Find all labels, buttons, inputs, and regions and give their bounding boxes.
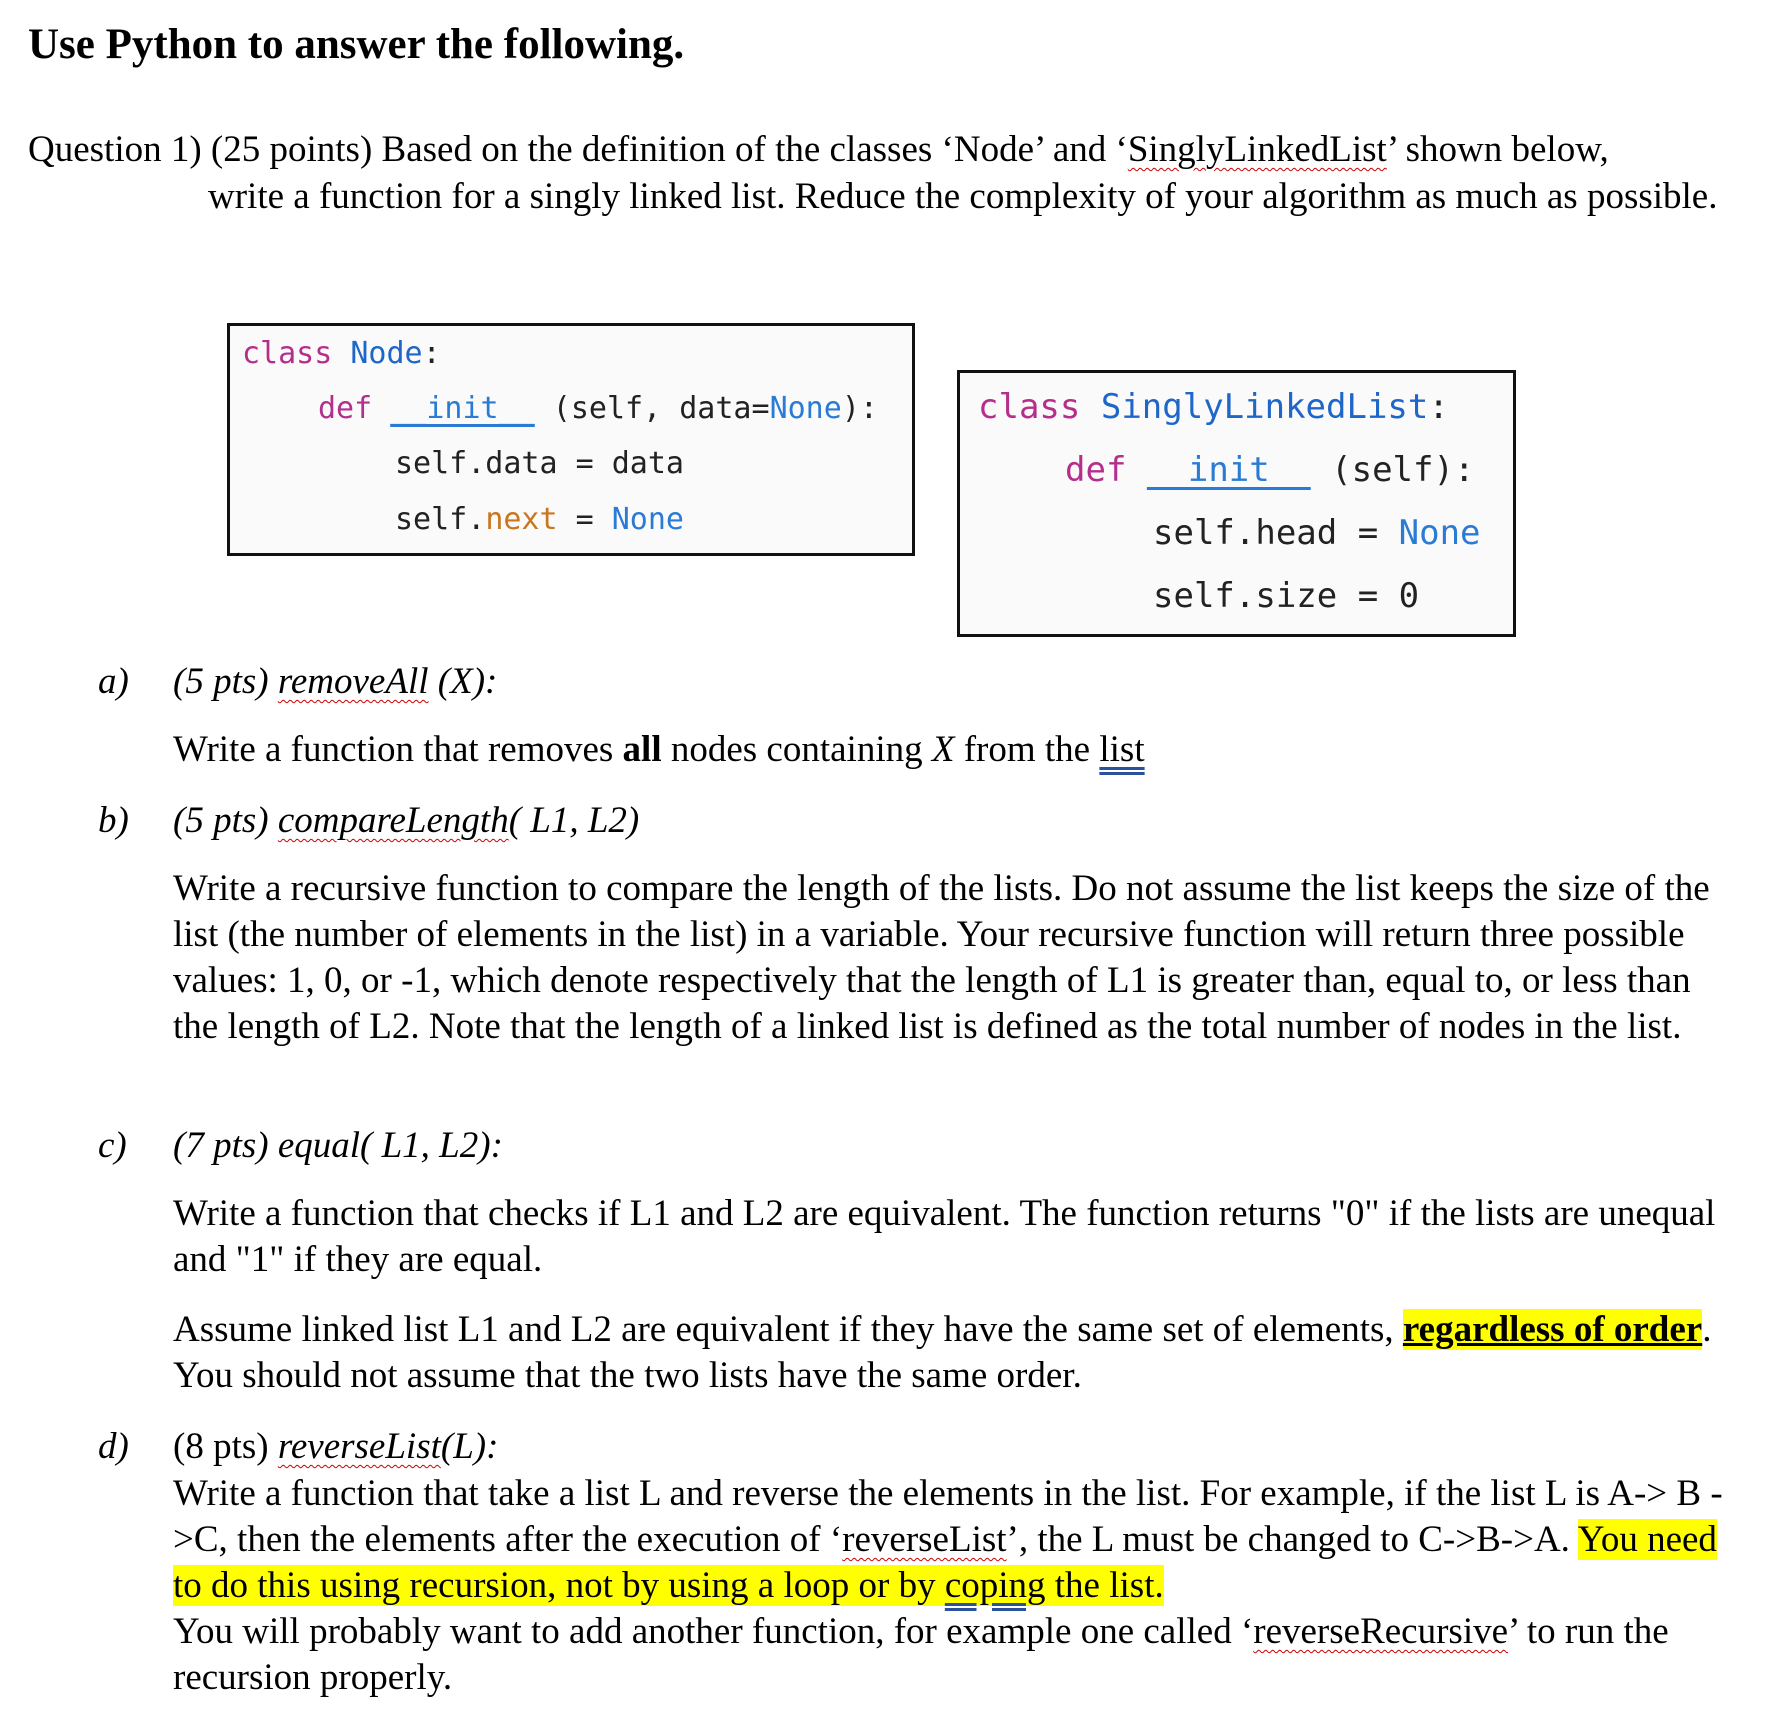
part-c-assumption-text: Assume linked list L1 and L2 are equivalent if they have the same set of elements,: [173, 1309, 1403, 1350]
sll-code-keyword: class: [978, 387, 1081, 427]
node-code-none: None: [611, 502, 684, 537]
node-code-line-2: [318, 391, 878, 426]
question-prefix: Question 1) (25 points) Based on the definition of the classes ‘Node’ and ‘: [28, 129, 1128, 170]
part-b-description: Write a recursive function to compare the length of the lists. Do not assume the list keeps the size of the list (the number of elements in the list) in a variable. Your recursive function will return three possible values: 1, 0, or -1, which denote respectively that the length of L1 is greater than, equal to, or less than the length of L2. Note that the length of a linked list is defined as the total number of nodes in the list.: [173, 868, 1710, 1047]
part-a-desc-text-3: from the: [954, 729, 1100, 770]
part-a-function-name: removeAll: [277, 661, 429, 702]
part-a-points: (5 pts): [173, 661, 278, 702]
node-code-colon: :: [422, 336, 441, 371]
question-rest: write a function for a singly linked list. Reduce the complexity of your algorithm as much as possible.: [208, 176, 1718, 217]
node-code-args-end: ):: [841, 391, 878, 426]
part-a-desc-x: X: [931, 729, 955, 770]
node-code-keyword: class: [242, 336, 333, 371]
sll-code-line-4: self.size = 0: [1153, 576, 1420, 616]
node-class-code: [227, 323, 915, 556]
node-code-line-3: self.data = data: [395, 446, 684, 481]
sll-code-head: self.head =: [1153, 513, 1399, 553]
node-code-args: (self, data=: [534, 391, 770, 426]
part-d-function-name: reverseList: [277, 1426, 441, 1467]
sll-code-line-1: [978, 387, 1449, 427]
part-a-signature: (X):: [428, 661, 498, 702]
part-c-description: Write a function that checks if L1 and L2 are equivalent. The function returns "0" if the lists are unequal and "1" if they are equal.: [173, 1193, 1716, 1280]
part-a-heading: [173, 660, 497, 703]
part-d-desc-text-2: ’, the L must be changed to C->B->A.: [1006, 1519, 1578, 1560]
part-b-function-name: compareLength: [277, 800, 509, 841]
part-d-desc-text-3: You will probably want to add another function, for example one called ‘: [173, 1611, 1254, 1652]
node-code-assign: =: [557, 502, 612, 537]
part-d-signature: (L):: [440, 1426, 499, 1467]
part-c-label: c): [98, 1125, 127, 1166]
part-d-description: [173, 1471, 1743, 1701]
part-d-label: d): [98, 1426, 129, 1467]
part-a-desc-text: Write a function that removes: [173, 729, 623, 770]
node-code-def: def: [318, 391, 373, 426]
part-d-desc-fn2: reverseRecursive: [1253, 1611, 1509, 1652]
sll-class-code: [957, 370, 1516, 637]
part-d-highlight-end: the list.: [1045, 1565, 1164, 1606]
part-b-signature: ( L1, L2): [508, 800, 640, 841]
part-a-description: [173, 727, 1743, 773]
node-code-line-4: [395, 502, 684, 537]
part-b-heading: [173, 799, 639, 842]
part-d-heading: [173, 1425, 498, 1468]
part-d-highlight-word: coping: [944, 1565, 1046, 1606]
sll-code-none: None: [1398, 513, 1481, 553]
sll-code-colon: :: [1428, 387, 1449, 427]
part-c-highlight: regardless of order: [1402, 1309, 1703, 1350]
part-d-desc-text: Write a function that take a list L and reverse the elements in the list. For example, if the list L is A-> B ->C, then the elements after the execution of ‘: [173, 1473, 1723, 1560]
question-after-class: ’ shown below,: [1386, 129, 1609, 170]
question-class-name: SinglyLinkedList: [1127, 129, 1387, 170]
node-code-classname: Node: [350, 336, 423, 371]
node-code-init: __init__: [390, 391, 535, 426]
part-c-assumption-end: . You should not assume that the two lists have the same order.: [173, 1309, 1712, 1396]
part-b-points: (5 pts): [173, 800, 278, 841]
sll-code-line-2: [1065, 450, 1474, 490]
node-code-self: self.: [395, 502, 486, 537]
part-a-desc-text-2: nodes containing: [661, 729, 932, 770]
sll-code-args: (self):: [1310, 450, 1475, 490]
question-intro: [28, 128, 1609, 171]
part-c-assumption: [173, 1307, 1743, 1399]
part-d-points: (8 pts): [173, 1426, 278, 1467]
part-b-label: b): [98, 800, 129, 841]
page-title: Use Python to answer the following.: [28, 21, 685, 68]
part-a-desc-list: list: [1099, 729, 1145, 770]
node-code-none-default: None: [769, 391, 842, 426]
part-d-desc-text-4: ’ to run the recursion properly.: [173, 1611, 1669, 1698]
part-d-desc-fn: reverseList: [842, 1519, 1007, 1560]
sll-code-def: def: [1065, 450, 1127, 490]
sll-code-classname: SinglyLinkedList: [1100, 387, 1429, 427]
part-d-highlight-text: You need to do this using recursion, not by using a loop or by: [173, 1519, 1717, 1606]
part-a-label: a): [98, 661, 129, 702]
part-a-desc-bold: all: [622, 729, 662, 770]
sll-code-line-3: [1153, 513, 1481, 553]
node-code-line-1: [242, 336, 441, 371]
part-c-heading: (7 pts) equal( L1, L2):: [173, 1125, 503, 1166]
node-code-next: next: [485, 502, 558, 537]
sll-code-init: __init__: [1146, 450, 1311, 490]
